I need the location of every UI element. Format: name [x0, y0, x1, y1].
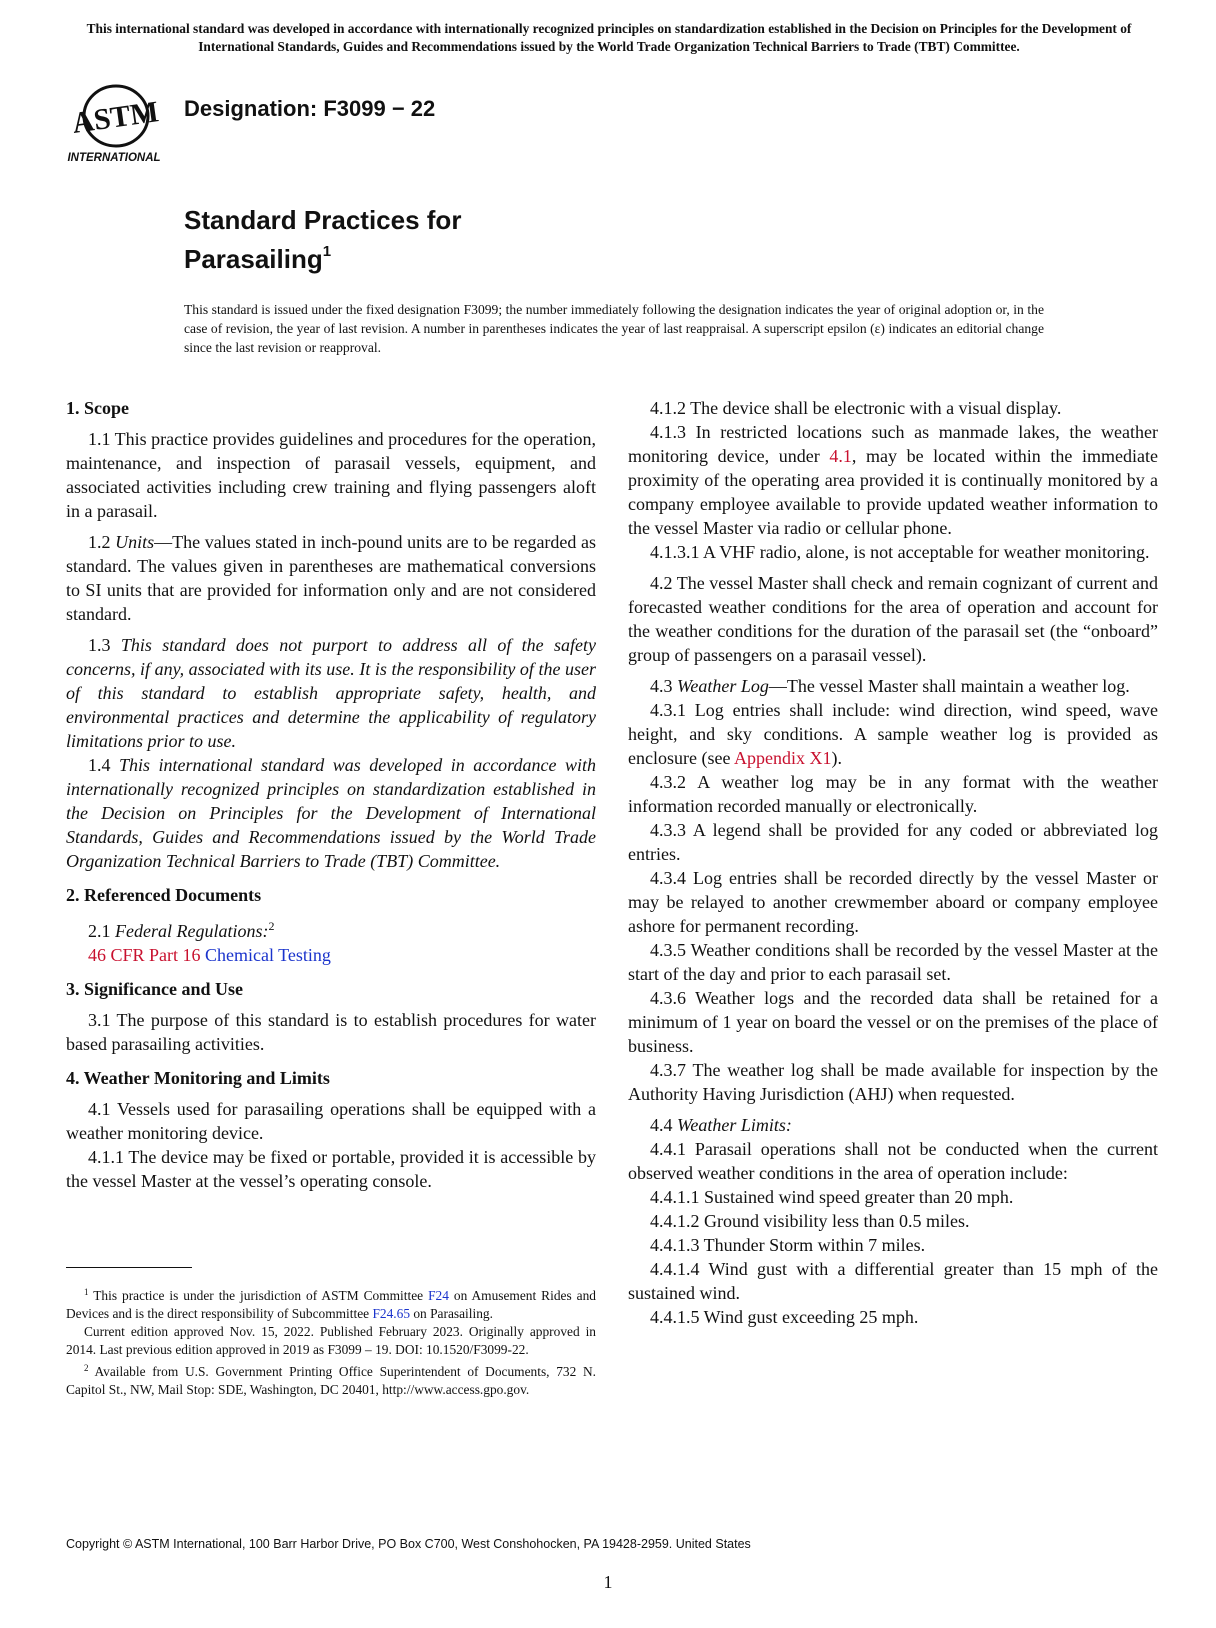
para-4-4-num: 4.4: [650, 1115, 677, 1135]
para-3-1: 3.1 The purpose of this standard is to establish procedures for water based parasailing activities.: [66, 1010, 596, 1054]
para-4-3-4: 4.3.4 Log entries shall be recorded directly by the vessel Master or may be relayed to another crewmember aboard or company employee ashore for permanent recording.: [628, 868, 1158, 936]
para-1-2: [66, 530, 596, 626]
footnote-1-a: This practice is under the jurisdiction of ASTM Committee: [93, 1288, 429, 1303]
reference-title-link[interactable]: Chemical Testing: [205, 945, 331, 965]
para-1-2-text: —The values stated in inch-pound units are to be regarded as standard. The values given in parentheses are mathematical conversions to SI units that are provided for information only and are not considered standard.: [66, 532, 597, 624]
para-1-2-label: Units: [115, 532, 155, 552]
para-4-4-1-3: 4.4.1.3 Thunder Storm within 7 miles.: [650, 1235, 926, 1255]
right-column: [628, 396, 1158, 1329]
title-line-1: Standard Practices for: [184, 205, 462, 235]
issued-note: This standard is issued under the fixed designation F3099; the number immediately following the designation indicates the year of original adoption or, in the case of revision, the year of last revision. A number in parentheses indicates the year of last reappraisal. A superscript epsilon (ε) indicates an editorial change since the last revision or reapproval.: [184, 302, 1044, 355]
para-4-1-1: 4.1.1 The device may be fixed or portable, provided it is accessible by the vessel Master at the vessel’s operating console.: [66, 1147, 596, 1191]
para-4-1-3-1: 4.1.3.1 A VHF radio, alone, is not acceptable for weather monitoring.: [650, 542, 1150, 562]
para-4-3-6: 4.3.6 Weather logs and the recorded data shall be retained for a minimum of 1 year on board the vessel or on the premises of the place of business.: [628, 988, 1158, 1056]
section-heading-scope: 1. Scope: [66, 398, 129, 418]
footnote-1-c: on Parasailing.: [410, 1306, 493, 1321]
para-4-3-2: 4.3.2 A weather log may be in any format with the weather information recorded manually or electronically.: [628, 772, 1158, 816]
para-2-1-num: 2.1: [88, 921, 115, 941]
section-heading-significance: 3. Significance and Use: [66, 979, 244, 999]
para-4-3-label: Weather Log: [677, 676, 769, 696]
section-heading-referenced-documents: 2. Referenced Documents: [66, 885, 262, 905]
astm-logo: [64, 82, 174, 166]
para-4-3-7: 4.3.7 The weather log shall be made available for inspection by the Authority Having Jurisdiction (AHJ) when requested.: [628, 1060, 1158, 1104]
left-column: [66, 396, 596, 1193]
title-line-2: Parasailing: [184, 244, 323, 274]
para-4-1-3-b: , may be located within the immediate proximity of the operating area provided it is continually monitored by a company employee available to provide updated weather information to the vessel Master via radio or cellular phone.: [628, 446, 1158, 538]
reference-code-link[interactable]: 46 CFR Part 16: [88, 945, 201, 965]
para-1-4-text: This international standard was developed in accordance with internationally recognized principles on standardization established in the Decision on Principles for the Development of International Standards, Guides and Recommendations issued by the World Trade Organization Technical Barriers to Trade (TBT) Committee.: [66, 755, 596, 871]
footnote-rule: [66, 1267, 192, 1268]
para-4-3-3: 4.3.3 A legend shall be provided for any coded or abbreviated log entries.: [628, 820, 1158, 864]
footnotes: [66, 1283, 596, 1399]
appendix-x1-link[interactable]: Appendix X1: [733, 748, 832, 768]
para-1-4-num: 1.4: [88, 755, 119, 775]
para-4-1-3-a: 4.1.3 In restricted locations such as manmade lakes, the weather monitoring device, under: [628, 422, 1158, 466]
para-4-1-2: 4.1.2 The device shall be electronic with a visual display.: [650, 398, 1062, 418]
footnote-1-mark: 1: [84, 1287, 89, 1297]
para-4-3-5: 4.3.5 Weather conditions shall be recorded by the vessel Master at the start of the day and prior to each parasail set.: [628, 940, 1158, 984]
header-note: This international standard was developed in accordance with internationally recognized principles on standardization established in the Decision on Principles for the Development of International Standards, Guides and Recommendations issued by the World Trade Organization Technical Barriers to Trade (TBT) Committee.: [86, 21, 1132, 54]
para-4-3-1-a: 4.3.1 Log entries shall include: wind direction, wind speed, wave height, and sky conditions. A sample weather log is provided as enclosure (see: [628, 700, 1158, 768]
para-1-1: 1.1 This practice provides guidelines and procedures for the operation, maintenance, and inspection of parasail vessels, equipment, and associated activities including crew training and flying passengers aloft in a parasail.: [66, 429, 597, 521]
footnote-2-mark: 2: [84, 1363, 89, 1373]
footnote-1-b: on Amusement Rides and Devices and is the direct responsibility of Subcommittee: [66, 1288, 596, 1321]
para-4-3-num: 4.3: [650, 676, 677, 696]
section-heading-weather: 4. Weather Monitoring and Limits: [66, 1068, 330, 1088]
para-1-2-num: 1.2: [88, 532, 116, 552]
para-4-1: 4.1 Vessels used for parasailing operations shall be equipped with a weather monitoring device.: [66, 1099, 596, 1143]
para-4-3-1: [628, 698, 1158, 770]
para-4-3-text: —The vessel Master shall maintain a weather log.: [768, 676, 1130, 696]
para-1-3: [66, 633, 596, 753]
title-footnote-mark: 1: [322, 243, 332, 260]
para-4-4: [628, 1113, 1158, 1137]
committee-f24-link[interactable]: F24: [428, 1288, 449, 1303]
para-1-3-text: This standard does not purport to address all of the safety concerns, if any, associated with its use. It is the responsibility of the user of this standard to establish appropriate safety, health, and environmental practices and determine the applicability of regulatory limitations prior to use.: [66, 635, 597, 751]
designation: Designation: F3099 − 22: [184, 96, 436, 121]
astm-logo-text: ASTM: [70, 95, 161, 140]
para-4-2: 4.2 The vessel Master shall check and remain cognizant of current and forecasted weather conditions for the area of operation and account for the weather conditions for the duration of the parasail set (the “onboard” group of passengers on a parasail vessel).: [628, 573, 1158, 665]
para-2-1-fn: 2: [268, 919, 275, 933]
section-4-1-link[interactable]: 4.1: [829, 446, 852, 466]
para-4-4-label: Weather Limits:: [677, 1115, 792, 1135]
subcommittee-f24-65-link[interactable]: F24.65: [372, 1306, 411, 1321]
copyright: Copyright © ASTM International, 100 Barr Harbor Drive, PO Box C700, West Conshohocken, PA 19428-2959. United States: [66, 1537, 751, 1551]
page-title: [184, 204, 461, 275]
para-4-4-1-4: 4.4.1.4 Wind gust with a differential greater than 15 mph of the sustained wind.: [628, 1259, 1158, 1303]
footnote-2: [66, 1359, 596, 1399]
footnote-1-edition: Current edition approved Nov. 15, 2022. Published February 2023. Originally approved in 2014. Last previous edition approved in 2019 as F3099 – 19. DOI: 10.1520/F3099-22.: [66, 1324, 596, 1357]
para-4-4-1: 4.4.1 Parasail operations shall not be conducted when the current observed weather conditions in the area of operation include:: [628, 1139, 1158, 1183]
para-4-3-1-b: ).: [831, 748, 842, 768]
para-4-4-1-1: 4.4.1.1 Sustained wind speed greater than 20 mph.: [650, 1187, 1014, 1207]
footnote-1: [66, 1283, 596, 1323]
astm-logo-subtext: INTERNATIONAL: [67, 152, 161, 164]
para-1-4: [66, 753, 596, 873]
para-2-1-label: Federal Regulations:: [115, 921, 269, 941]
para-4-4-1-5: 4.4.1.5 Wind gust exceeding 25 mph.: [650, 1307, 919, 1327]
footnote-2-text: Available from U.S. Government Printing Office Superintendent of Documents, 732 N. Capitol St., NW, Mail Stop: SDE, Washington, DC 20401, http://www.access.gpo.gov.: [66, 1364, 597, 1397]
para-2-1: [66, 914, 596, 943]
para-1-3-num: 1.3: [88, 635, 121, 655]
para-4-3: [628, 674, 1158, 698]
para-4-4-1-2: 4.4.1.2 Ground visibility less than 0.5 miles.: [650, 1211, 970, 1231]
para-4-1-3: [628, 420, 1158, 540]
page-number: 1: [603, 1572, 613, 1592]
reference-entry: [66, 943, 596, 967]
